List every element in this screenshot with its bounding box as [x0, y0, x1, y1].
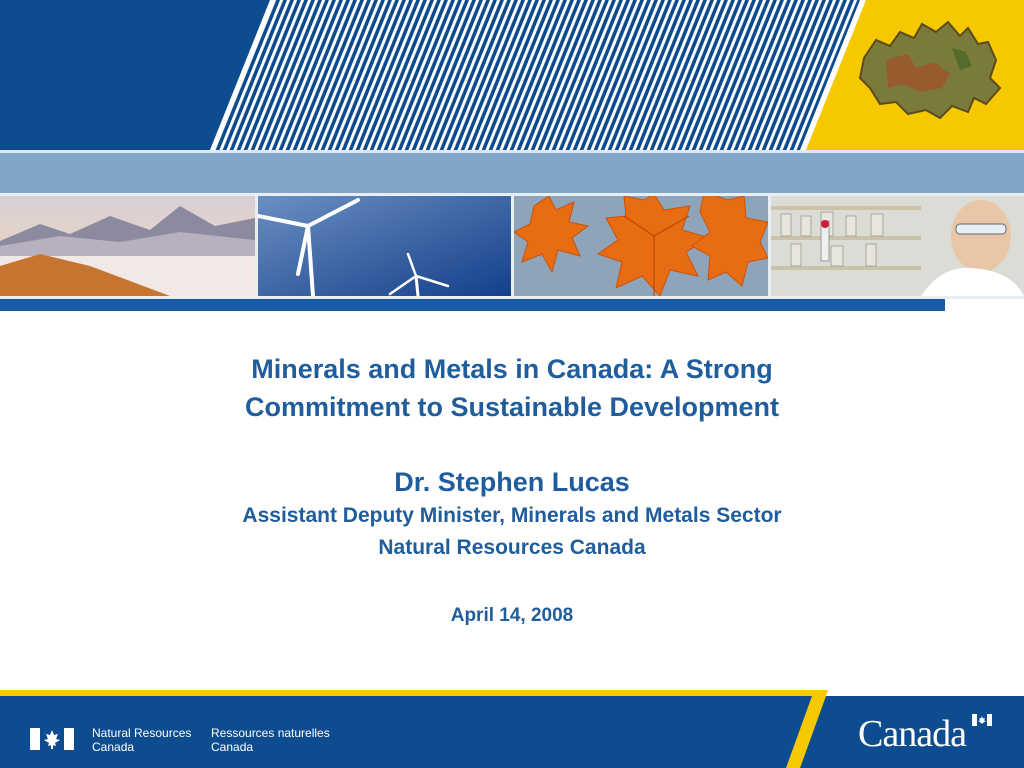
footer-en-line1: Natural Resources — [92, 726, 192, 740]
header-band — [0, 153, 1024, 193]
wordmark-flag-icon — [972, 714, 992, 726]
presentation-title-line1: Minerals and Metals in Canada: A Strong — [251, 354, 773, 384]
canada-wordmark: Canada — [858, 713, 966, 755]
canada-flag-icon — [30, 728, 74, 750]
presentation-date: April 14, 2008 — [450, 605, 574, 626]
title-block — [0, 350, 1024, 630]
presenter-role: Assistant Deputy Minister, Minerals and Metals Sector — [242, 504, 782, 527]
footer-en-line2: Canada — [92, 740, 135, 754]
footer-fr-line2: Canada — [211, 740, 254, 754]
canada-map-icon — [856, 18, 1006, 130]
footer-fr-line1: Ressources naturelles — [211, 726, 330, 740]
mountains-photo — [0, 196, 255, 296]
maple-leaves-photo — [514, 196, 768, 296]
header-bottom-rule — [0, 299, 945, 311]
wind-turbines-photo — [258, 196, 511, 296]
presentation-title-line2: Commitment to Sustainable Development — [244, 392, 780, 422]
laboratory-photo — [771, 196, 1024, 296]
presenter-organization: Natural Resources Canada — [378, 536, 646, 559]
presenter-name: Dr. Stephen Lucas — [394, 467, 630, 497]
